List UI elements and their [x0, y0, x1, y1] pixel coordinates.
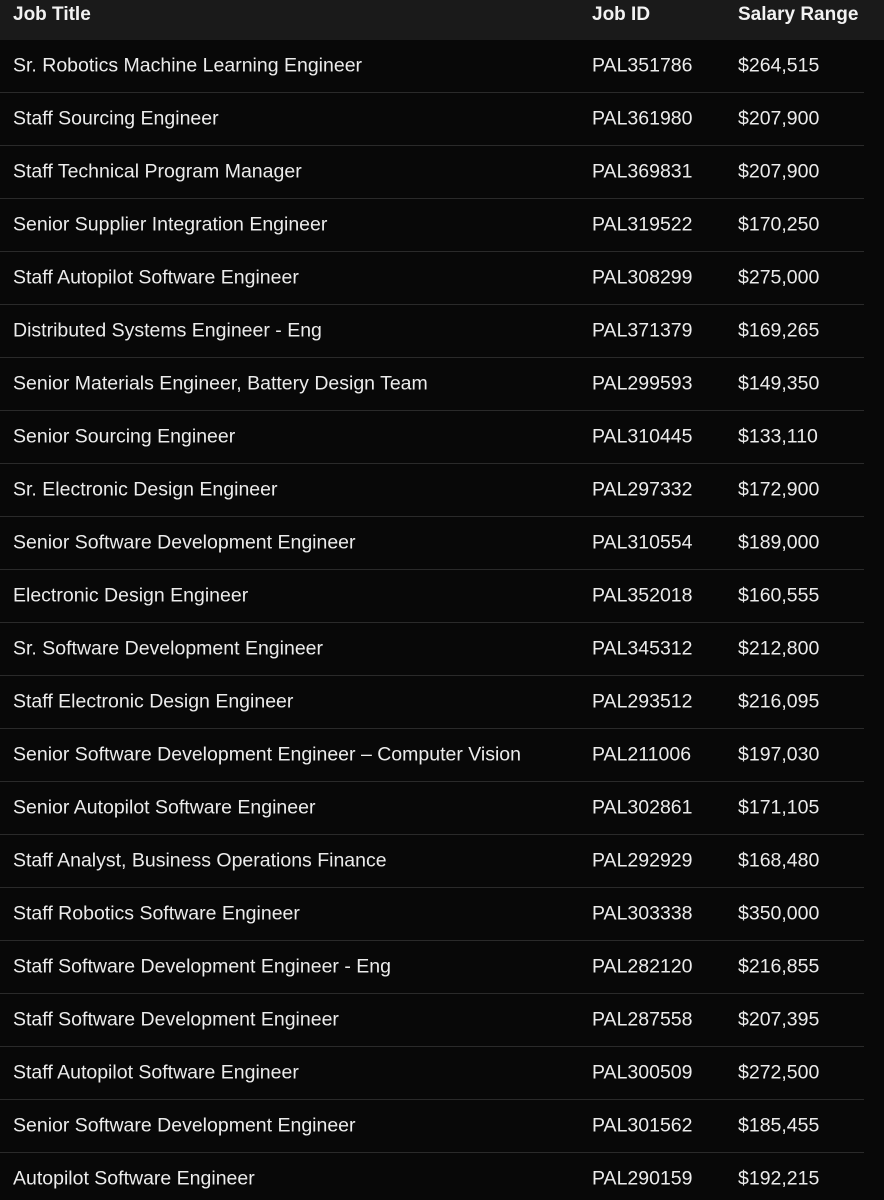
- job-title-cell: Distributed Systems Engineer - Eng: [13, 319, 322, 342]
- table-row[interactable]: [0, 305, 864, 358]
- job-id-cell: PAL352018: [592, 584, 693, 607]
- salary-cell: $207,900: [738, 160, 820, 183]
- job-title-cell: Staff Sourcing Engineer: [13, 107, 219, 130]
- job-title-cell: Sr. Software Development Engineer: [13, 637, 324, 660]
- job-title-cell: Senior Software Development Engineer – Computer Vision: [13, 743, 521, 766]
- job-id-cell: PAL302861: [592, 796, 693, 819]
- table-row[interactable]: [0, 1047, 864, 1100]
- job-title-cell: Senior Materials Engineer, Battery Design Team: [13, 372, 428, 395]
- job-title-cell: Staff Electronic Design Engineer: [13, 690, 294, 713]
- job-title-cell: Autopilot Software Engineer: [13, 1167, 255, 1190]
- job-title-cell: Staff Autopilot Software Engineer: [13, 1061, 299, 1084]
- salary-cell: $168,480: [738, 849, 820, 872]
- job-id-cell: PAL351786: [592, 54, 693, 77]
- salary-cell: $133,110: [738, 425, 818, 448]
- job-title-cell: Sr. Electronic Design Engineer: [13, 478, 278, 501]
- job-id-cell: PAL287558: [592, 1008, 693, 1031]
- salary-cell: $189,000: [738, 531, 820, 554]
- job-title-cell: Senior Autopilot Software Engineer: [13, 796, 316, 819]
- salary-cell: $160,555: [738, 584, 820, 607]
- table-row[interactable]: [0, 623, 864, 676]
- salary-cell: $350,000: [738, 902, 820, 925]
- job-id-cell: PAL297332: [592, 478, 693, 501]
- salary-cell: $207,395: [738, 1008, 820, 1031]
- salary-cell: $185,455: [738, 1114, 820, 1137]
- salary-cell: $216,095: [738, 690, 820, 713]
- job-id-cell: PAL290159: [592, 1167, 693, 1190]
- table-row[interactable]: [0, 676, 864, 729]
- job-id-cell: PAL369831: [592, 160, 693, 183]
- table-row[interactable]: [0, 888, 864, 941]
- salary-cell: $207,900: [738, 107, 820, 130]
- job-id-cell: PAL292929: [592, 849, 693, 872]
- table-header: [0, 0, 884, 40]
- job-title-cell: Electronic Design Engineer: [13, 584, 249, 607]
- salary-cell: $172,900: [738, 478, 820, 501]
- job-title-cell: Sr. Robotics Machine Learning Engineer: [13, 54, 363, 77]
- job-id-cell: PAL308299: [592, 266, 693, 289]
- table-row[interactable]: [0, 464, 864, 517]
- job-title-cell: Senior Sourcing Engineer: [13, 425, 236, 448]
- salary-cell: $264,515: [738, 54, 820, 77]
- salary-cell: $170,250: [738, 213, 820, 236]
- job-id-cell: PAL310554: [592, 531, 693, 554]
- job-title-cell: Staff Autopilot Software Engineer: [13, 266, 299, 289]
- job-id-cell: PAL371379: [592, 319, 693, 342]
- table-row[interactable]: [0, 40, 864, 93]
- salary-cell: $275,000: [738, 266, 820, 289]
- job-id-cell: PAL211006: [592, 743, 692, 766]
- salary-cell: $169,265: [738, 319, 820, 342]
- job-title-cell: Senior Software Development Engineer: [13, 531, 356, 554]
- job-title-cell: Staff Technical Program Manager: [13, 160, 302, 183]
- salary-cell: $216,855: [738, 955, 820, 978]
- table-row[interactable]: [0, 941, 864, 994]
- table-row[interactable]: [0, 570, 864, 623]
- job-title-cell: Senior Supplier Integration Engineer: [13, 213, 328, 236]
- salary-cell: $192,215: [738, 1167, 820, 1190]
- job-id-cell: PAL310445: [592, 425, 693, 448]
- table-row[interactable]: [0, 411, 864, 464]
- job-title-cell: Staff Software Development Engineer: [13, 1008, 339, 1031]
- table-row[interactable]: [0, 199, 864, 252]
- job-title-cell: Staff Analyst, Business Operations Finance: [13, 849, 387, 872]
- table-row[interactable]: [0, 729, 864, 782]
- job-id-cell: PAL299593: [592, 372, 693, 395]
- column-header-salary-range[interactable]: Salary Range: [738, 4, 859, 25]
- table-row[interactable]: [0, 252, 864, 305]
- job-id-cell: PAL345312: [592, 637, 693, 660]
- job-title-cell: Senior Software Development Engineer: [13, 1114, 356, 1137]
- salary-cell: $272,500: [738, 1061, 820, 1084]
- table-row[interactable]: [0, 517, 864, 570]
- job-id-cell: PAL300509: [592, 1061, 693, 1084]
- column-header-job-id[interactable]: Job ID: [592, 4, 651, 25]
- table-row[interactable]: [0, 1100, 864, 1153]
- job-title-cell: Staff Robotics Software Engineer: [13, 902, 300, 925]
- table-row[interactable]: [0, 93, 864, 146]
- table-row[interactable]: [0, 1153, 864, 1200]
- job-id-cell: PAL301562: [592, 1114, 693, 1137]
- salary-cell: $149,350: [738, 372, 820, 395]
- table-row[interactable]: [0, 146, 864, 199]
- column-header-job-title[interactable]: Job Title: [13, 4, 91, 25]
- job-id-cell: PAL303338: [592, 902, 693, 925]
- table-row[interactable]: [0, 358, 864, 411]
- salary-cell: $197,030: [738, 743, 820, 766]
- job-title-cell: Staff Software Development Engineer - Eng: [13, 955, 391, 978]
- table-row[interactable]: [0, 994, 864, 1047]
- salary-cell: $171,105: [738, 796, 820, 819]
- job-id-cell: PAL293512: [592, 690, 693, 713]
- table-row[interactable]: [0, 782, 864, 835]
- job-id-cell: PAL319522: [592, 213, 693, 236]
- job-id-cell: PAL361980: [592, 107, 693, 130]
- table-body: [0, 40, 884, 1200]
- salary-cell: $212,800: [738, 637, 820, 660]
- job-id-cell: PAL282120: [592, 955, 693, 978]
- table-row[interactable]: [0, 835, 864, 888]
